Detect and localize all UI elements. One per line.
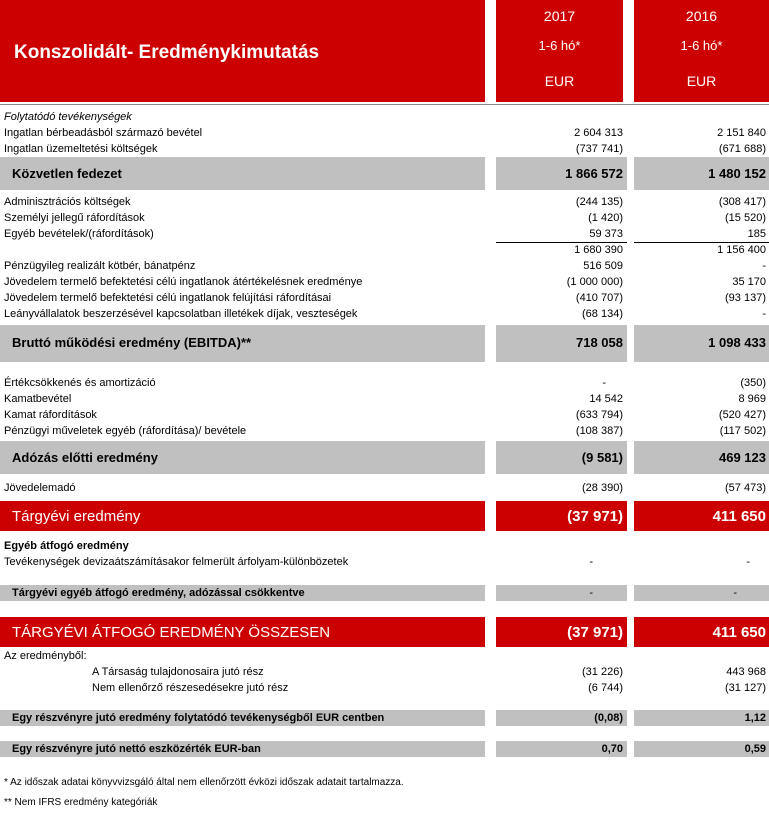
row-jovedelemado-2017: (28 390)	[582, 482, 623, 494]
header-col-2016	[634, 0, 769, 102]
row-jovedelemado-label: Jövedelemadó	[4, 482, 76, 494]
row-eps-2016: 1,12	[744, 712, 766, 724]
row-szemelyi-label: Személyi jellegű ráfordítások	[4, 212, 145, 224]
row-devizaatsz-2017: -	[589, 556, 593, 568]
row-adozas-2016: 469 123	[719, 450, 766, 465]
row-tulajdonos-2017: (31 226)	[582, 666, 623, 678]
row-devizaatsz-label: Tevékenységek devizaátszámításakor felmerült árfolyam-különbözetek	[4, 556, 349, 568]
row-berbeadas-2017: 2 604 313	[574, 127, 623, 139]
row-egyebnet-2017: -	[589, 587, 593, 599]
row-nav-2016: 0,59	[744, 743, 766, 755]
row-leanyvall-label: Leányvállalatok beszerzésével kapcsolatban illetékek díjak, veszteségek	[4, 308, 358, 320]
row-tulajdonos-label: A Társaság tulajdonosaira jutó rész	[92, 666, 264, 678]
currency-2016: EUR	[686, 73, 717, 89]
row-eps-2017: (0,08)	[594, 712, 623, 724]
row-szemelyi-2017: (1 420)	[588, 212, 623, 224]
row-osszesen-label: TÁRGYÉVI ÁTFOGÓ EREDMÉNY ÖSSZESEN	[12, 624, 331, 641]
year-2016: 2016	[685, 8, 718, 24]
row-kotber-2016: -	[762, 260, 766, 272]
header-rule	[0, 104, 769, 105]
row-egyebnet-label: Tárgyévi egyéb átfogó eredmény, adózással csökkentve	[12, 587, 305, 599]
row-felujitas-2017: (410 707)	[575, 292, 623, 304]
row-nav-label: Egy részvényre jutó nettó eszközérték EUR-ban	[12, 743, 261, 755]
row-subtotal-2016: 1 156 400	[717, 244, 766, 256]
row-ebitda-2016: 1 098 433	[708, 335, 766, 350]
row-kozvetlen-label: Közvetlen fedezet	[12, 166, 122, 181]
row-admin-label: Adminisztrációs költségek	[4, 196, 131, 208]
row-ertekcsokkenes-label: Értékcsökkenés és amortizáció	[4, 377, 156, 389]
row-berbeadas-label: Ingatlan bérbeadásból származó bevétel	[4, 127, 203, 139]
row-kotber-label: Pénzügyileg realizált kötbér, bánatpénz	[4, 260, 196, 272]
year-2017: 2017	[543, 8, 576, 24]
row-kozvetlen-2016: 1 480 152	[708, 166, 766, 181]
row-subtotal-2017: 1 680 390	[574, 244, 623, 256]
row-kamatraford-label: Kamat ráfordítások	[4, 409, 97, 421]
row-egyeb-2017: 59 373	[589, 228, 623, 240]
period-2016: 1-6 hó*	[680, 38, 723, 53]
row-egyeb-2016: 185	[747, 228, 766, 240]
row-admin-2017: (244 135)	[575, 196, 623, 208]
row-admin-2016: (308 417)	[718, 196, 766, 208]
row-ebitda-2017: 718 058	[576, 335, 623, 350]
row-eps-label: Egy részvényre jutó eredmény folytatódó tevékenységből EUR centben	[12, 712, 385, 724]
row-kamatraford-2017: (633 794)	[575, 409, 623, 421]
footnote-2: ** Nem IFRS eredmény kategóriák	[4, 797, 158, 808]
period-2017: 1-6 hó*	[538, 38, 581, 53]
row-kamatraford-2016: (520 427)	[718, 409, 766, 421]
row-penzugyi-2016: (117 502)	[719, 425, 766, 437]
row-atertekeles-label: Jövedelem termelő befektetési célú ingatlanok átértékelésnek eredménye	[4, 276, 363, 288]
row-nemellenorzo-2017: (6 744)	[588, 682, 623, 694]
row-osszesen-2017: (37 971)	[567, 624, 623, 641]
row-kozvetlen-2017: 1 866 572	[565, 166, 623, 181]
row-atertekeles-2017: (1 000 000)	[566, 276, 623, 288]
row-leanyvall-2016: -	[762, 308, 766, 320]
row-kotber-2017: 516 509	[583, 260, 623, 272]
row-felujitas-label: Jövedelem termelő befektetési célú ingatlanok felújítási ráfordításai	[4, 292, 332, 304]
row-szemelyi-2016: (15 520)	[725, 212, 766, 224]
row-ebitda-label: Bruttó működési eredmény (EBITDA)**	[12, 335, 252, 350]
row-tulajdonos-2016: 443 968	[726, 666, 766, 678]
row-ertekcsokkenes-2016: (350)	[740, 377, 766, 389]
row-berbeadas-2016: 2 151 840	[717, 127, 766, 139]
row-kamatbevetel-2017: 14 542	[589, 393, 623, 405]
footnote-1: * Az időszak adatai könyvvizsgáló által nem ellenőrzött évközi időszak adatait tartalmazza.	[4, 777, 404, 788]
row-uzemeltetes-2016: (671 688)	[718, 143, 766, 155]
page-title: Konszolidált- Eredménykimutatás	[14, 42, 320, 63]
currency-2017: EUR	[544, 73, 575, 89]
row-ertekcsokkenes-2017: -	[602, 377, 606, 389]
section-azeredmenybol: Az eredményből:	[4, 650, 87, 662]
header-col-2017	[496, 0, 623, 102]
row-targyevi-2016: 411 650	[712, 508, 766, 525]
row-leanyvall-2017: (68 134)	[582, 308, 623, 320]
row-uzemeltetes-2017: (737 741)	[575, 143, 623, 155]
row-nav-2017: 0,70	[601, 743, 623, 755]
row-egyeb-label: Egyéb bevételek/(ráfordítások)	[4, 228, 154, 240]
row-devizaatsz-2016: -	[746, 556, 750, 568]
row-adozas-label: Adózás előtti eredmény	[12, 450, 158, 465]
row-egyebnet-2016: -	[733, 587, 737, 599]
section-egyebatfogo: Egyéb átfogó eredmény	[4, 540, 129, 552]
row-felujitas-2016: (93 137)	[725, 292, 766, 304]
row-penzugyi-2017: (108 387)	[575, 425, 623, 437]
row-kamatbevetel-2016: 8 969	[738, 393, 766, 405]
row-penzugyi-label: Pénzügyi műveletek egyéb (ráfordítása)/ bevétele	[4, 425, 247, 437]
row-targyevi-label: Tárgyévi eredmény	[12, 508, 141, 525]
row-nemellenorzo-2016: (31 127)	[725, 682, 766, 694]
row-adozas-2017: (9 581)	[581, 450, 623, 465]
row-jovedelemado-2016: (57 473)	[725, 482, 766, 494]
row-targyevi-2017: (37 971)	[567, 508, 623, 525]
row-osszesen-2016: 411 650	[712, 624, 766, 641]
row-atertekeles-2016: 35 170	[732, 276, 766, 288]
row-nemellenorzo-label: Nem ellenőrző részesedésekre jutó rész	[92, 682, 289, 694]
row-uzemeltetes-label: Ingatlan üzemeltetési költségek	[4, 143, 158, 155]
row-kamatbevetel-label: Kamatbevétel	[4, 393, 72, 405]
section-folytatodo: Folytatódó tevékenységek	[4, 111, 132, 123]
